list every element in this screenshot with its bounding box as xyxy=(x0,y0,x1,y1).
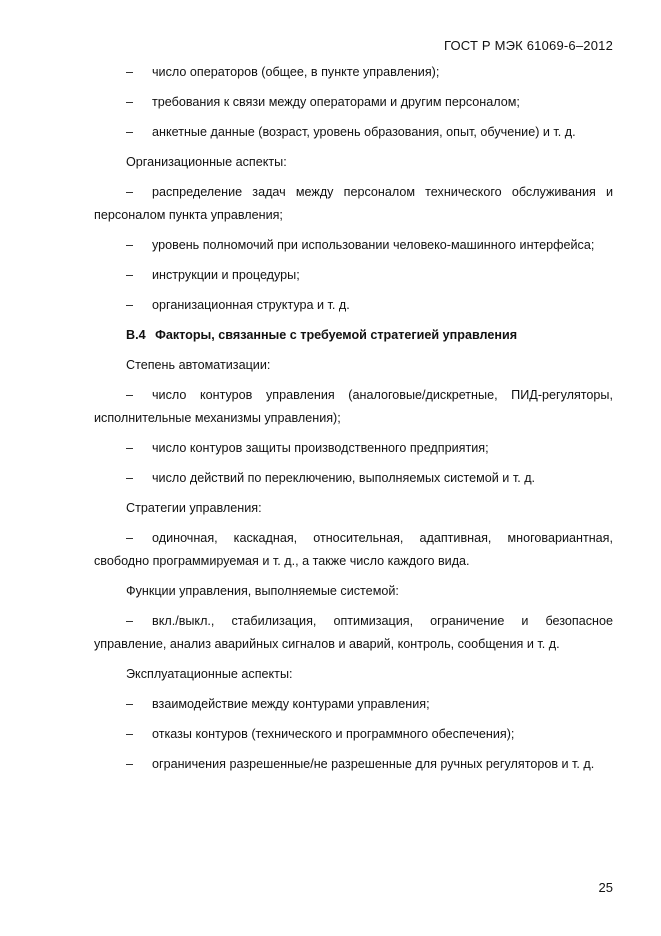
list-item: – уровень полномочий при использовании человеко-машинного интерфейса; xyxy=(126,238,595,252)
page-body xyxy=(94,61,613,783)
list-item: – число контуров защиты производственного предприятия; xyxy=(126,441,489,455)
section-label: Организационные аспекты: xyxy=(126,155,287,169)
list-item: – число операторов (общее, в пункте управления); xyxy=(126,65,440,79)
list-item: – взаимодействие между контурами управления; xyxy=(126,697,430,711)
list-item: – организационная структура и т. д. xyxy=(126,298,350,312)
section-label: Функции управления, выполняемые системой: xyxy=(126,584,399,598)
list-item: – анкетные данные (возраст, уровень образования, опыт, обучение) и т. д. xyxy=(126,125,576,139)
list-item: – инструкции и процедуры; xyxy=(126,268,300,282)
section-label: Стратегии управления: xyxy=(126,501,262,515)
section-label: Степень автоматизации: xyxy=(126,358,271,372)
document-code-header: ГОСТ Р МЭК 61069-6–2012 xyxy=(443,38,613,53)
list-item: – одиночная, каскадная, относительная, адаптивная, многовариантная, свободно программируемая и т. д., а также число каждого вида. xyxy=(94,531,613,568)
page-number: 25 xyxy=(598,880,613,895)
list-item: – вкл./выкл., стабилизация, оптимизация, ограничение и безопасное управление, анализ аварийных сигналов и аварий, контроль, сообщения и т. д. xyxy=(94,614,613,651)
list-item: – требования к связи между операторами и другим персоналом; xyxy=(126,95,520,109)
list-item: – число контуров управления (аналоговые/дискретные, ПИД-регуляторы, исполнительные механизмы управления); xyxy=(94,388,613,425)
list-item: – отказы контуров (технического и программного обеспечения); xyxy=(126,727,515,741)
section-heading: B.4 Факторы, связанные с требуемой стратегией управления xyxy=(126,328,518,342)
list-item: – число действий по переключению, выполняемых системой и т. д. xyxy=(126,471,536,485)
list-item: – ограничения разрешенные/не разрешенные для ручных регуляторов и т. д. xyxy=(126,757,595,771)
section-label: Эксплуатационные аспекты: xyxy=(126,667,293,681)
list-item: – распределение задач между персоналом технического обслуживания и персоналом пункта управления; xyxy=(94,185,613,222)
